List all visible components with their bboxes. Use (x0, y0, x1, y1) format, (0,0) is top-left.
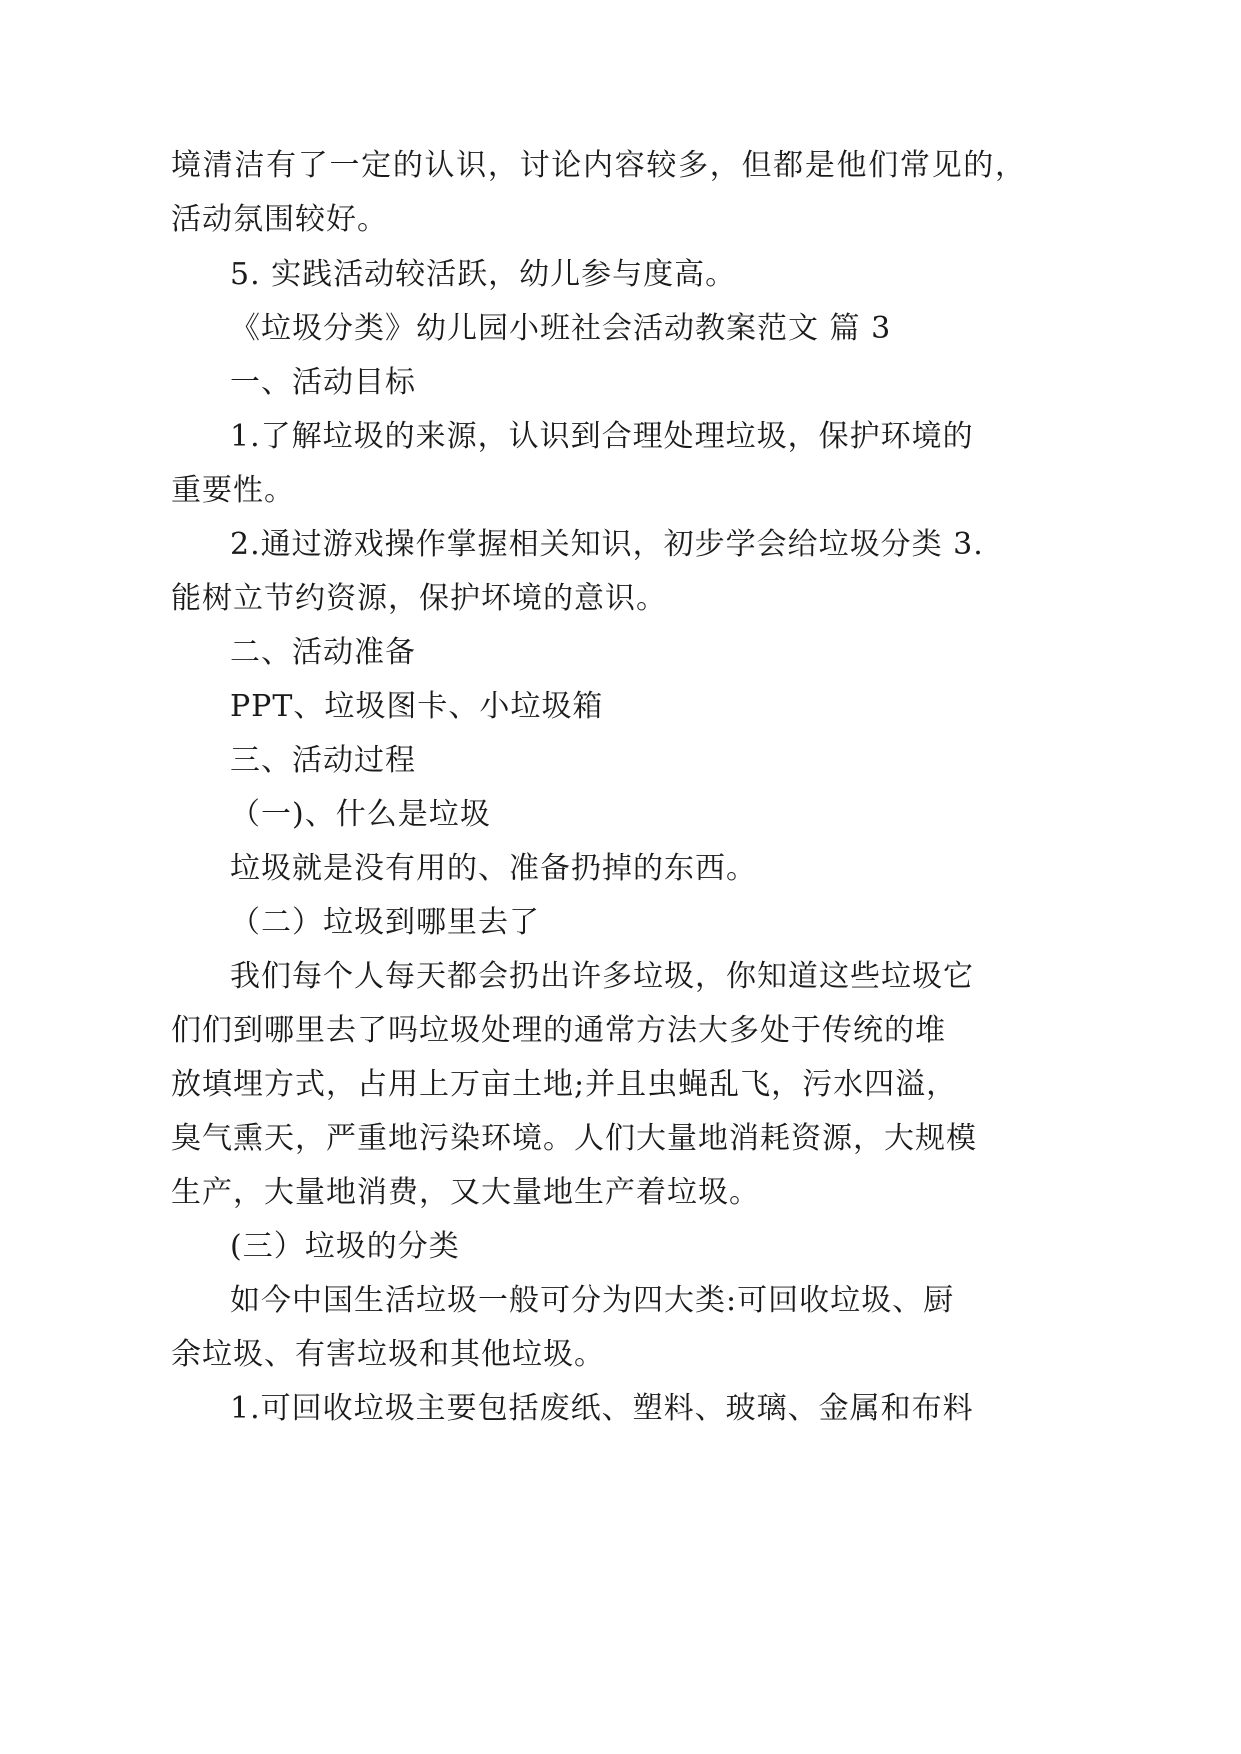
subsection-heading: （一)、什么是垃圾 (230, 797, 491, 832)
paragraph-line: 生产，大量地消费，又大量地生产着垃圾。 (171, 1175, 760, 1210)
subsection-heading: （二）垃圾到哪里去了 (230, 905, 540, 940)
paragraph-line: 如今中国生活垃圾一般可分为四大类:可回收垃圾、厨 (230, 1283, 955, 1318)
section-heading: 二、活动准备 (230, 635, 416, 670)
paragraph-line: 放填埋方式，占用上万亩土地;并且虫蝇乱飞，污水四溢， (171, 1067, 958, 1102)
section-title: 《垃圾分类》幼儿园小班社会活动教案范文 篇 3 (230, 311, 892, 346)
list-item: 5. 实践活动较活跃，幼儿参与度高。 (230, 257, 737, 292)
paragraph-line: 们们到哪里去了吗垃圾处理的通常方法大多处于传统的堆 (171, 1013, 946, 1048)
paragraph-line: 活动氛围较好。 (171, 202, 388, 237)
paragraph-line: 垃圾就是没有用的、准备扔掉的东西。 (230, 851, 757, 886)
paragraph-line: 余垃圾、有害垃圾和其他垃圾。 (171, 1337, 605, 1372)
paragraph-line: 臭气熏天，严重地污染环境。人们大量地消耗资源，大规模 (171, 1121, 977, 1156)
paragraph-line: 我们每个人每天都会扔出许多垃圾，你知道这些垃圾它 (230, 959, 974, 994)
paragraph-line: 重要性。 (171, 473, 295, 508)
subsection-heading: (三）垃圾的分类 (230, 1229, 460, 1264)
paragraph-line: PPT、垃圾图卡、小垃圾箱 (230, 689, 604, 724)
list-item: 1.可回收垃圾主要包括废纸、塑料、玻璃、金属和布料 (230, 1391, 974, 1426)
section-heading: 一、活动目标 (230, 365, 416, 400)
paragraph-line: 能树立节约资源，保护坏境的意识。 (171, 581, 667, 616)
list-item: 2.通过游戏操作掌握相关知识，初步学会给垃圾分类 3. (230, 527, 984, 562)
list-item: 1.了解垃圾的来源，认识到合理处理垃圾，保护环境的 (230, 419, 974, 454)
section-heading: 三、活动过程 (230, 743, 416, 778)
paragraph-line: 境清洁有了一定的认识，讨论内容较多，但都是他们常见的， (171, 148, 1026, 183)
